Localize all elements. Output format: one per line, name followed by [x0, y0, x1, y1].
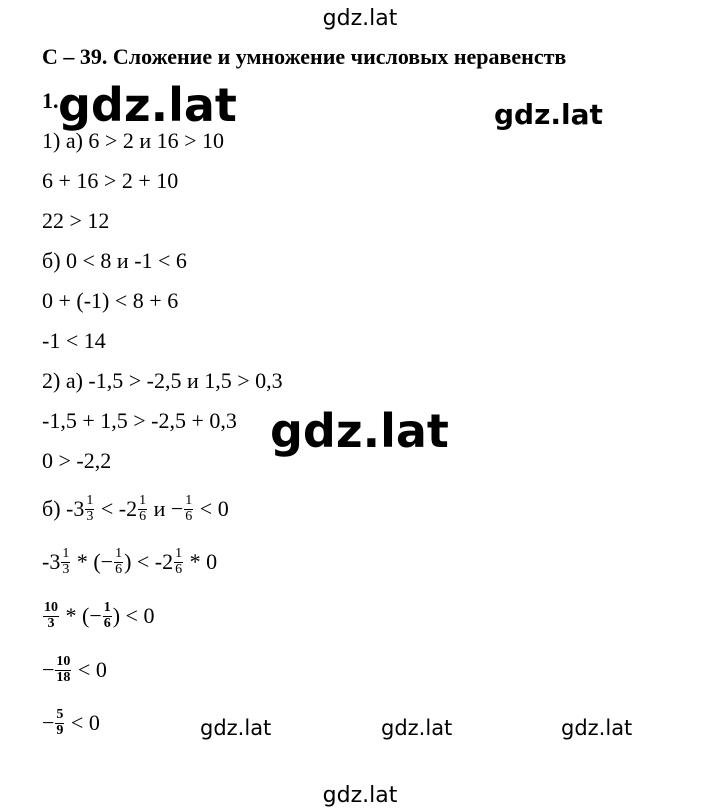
text-segment: и − — [148, 496, 184, 522]
fraction — [55, 655, 71, 685]
denominator: 6 — [103, 615, 111, 631]
numerator: 10 — [56, 654, 71, 669]
numerator: 1 — [62, 546, 70, 561]
watermark-small-3: gdz.lat — [561, 716, 633, 740]
watermark-large-right: gdz.lat — [494, 98, 603, 131]
solution-line-14 — [42, 707, 100, 740]
denominator: 6 — [175, 561, 183, 577]
solution-line-8: -1,5 + 1,5 > -2,5 + 0,3 — [42, 408, 237, 433]
denominator: 9 — [56, 722, 64, 738]
text-segment: < -2 — [95, 496, 138, 522]
watermark-top: gdz.lat — [322, 6, 398, 31]
numerator: 1 — [115, 546, 123, 561]
solution-line-9: 0 > -2,2 — [42, 448, 112, 473]
numerator: 1 — [175, 546, 183, 561]
watermark-large-left: gdz.lat — [58, 78, 237, 132]
text-segment: б) -3 — [42, 496, 85, 522]
denominator: 18 — [56, 669, 71, 685]
denominator: 6 — [115, 561, 123, 577]
numerator: 1 — [139, 493, 147, 508]
solution-line-10 — [42, 493, 229, 526]
denominator: 3 — [47, 615, 55, 631]
numerator: 1 — [185, 493, 193, 508]
numerator: 1 — [86, 493, 94, 508]
text-segment: − — [42, 657, 55, 683]
text-segment: ) < 0 — [112, 603, 155, 629]
denominator: 3 — [62, 561, 70, 577]
text-segment: − — [42, 710, 55, 736]
denominator: 6 — [185, 508, 193, 524]
fraction — [61, 547, 70, 577]
watermark-bottom: gdz.lat — [322, 783, 398, 808]
fraction — [114, 547, 123, 577]
fraction — [55, 708, 64, 738]
solution-line-3: 22 > 12 — [42, 208, 110, 233]
solution-line-2: 6 + 16 > 2 + 10 — [42, 168, 179, 193]
solution-line-7: 2) а) -1,5 > -2,5 и 1,5 > 0,3 — [42, 368, 283, 393]
watermark-small-2: gdz.lat — [381, 716, 453, 740]
numerator: 5 — [56, 707, 64, 722]
solution-line-12 — [42, 600, 155, 633]
text-segment: < 0 — [194, 496, 229, 522]
solution-line-4: б) 0 < 8 и -1 < 6 — [42, 248, 187, 273]
denominator: 3 — [86, 508, 94, 524]
numerator: 10 — [44, 600, 58, 615]
fraction — [174, 547, 183, 577]
fraction — [103, 601, 112, 631]
text-segment: < 0 — [72, 657, 107, 683]
text-segment: * (− — [60, 603, 102, 629]
text-segment: -3 — [42, 549, 61, 575]
task-number: 1. — [42, 88, 59, 113]
fraction — [85, 494, 94, 524]
fraction — [138, 494, 147, 524]
watermark-small-1: gdz.lat — [200, 716, 272, 740]
text-segment: < 0 — [65, 710, 100, 736]
solution-line-1: 1) а) 6 > 2 и 16 > 10 — [42, 128, 225, 153]
numerator: 1 — [103, 600, 111, 615]
fraction — [184, 494, 193, 524]
text-segment: ) < -2 — [124, 549, 174, 575]
solution-line-11 — [42, 546, 218, 579]
text-segment: * 0 — [184, 549, 218, 575]
fraction — [43, 601, 59, 631]
page-title: С – 39. Сложение и умножение числовых неравенств — [42, 44, 567, 69]
solution-line-5: 0 + (-1) < 8 + 6 — [42, 288, 179, 313]
watermark-center: gdz.lat — [270, 404, 449, 458]
solution-line-13 — [42, 654, 107, 687]
text-segment: * (− — [71, 549, 114, 575]
denominator: 6 — [139, 508, 147, 524]
solution-line-6: -1 < 14 — [42, 328, 106, 353]
